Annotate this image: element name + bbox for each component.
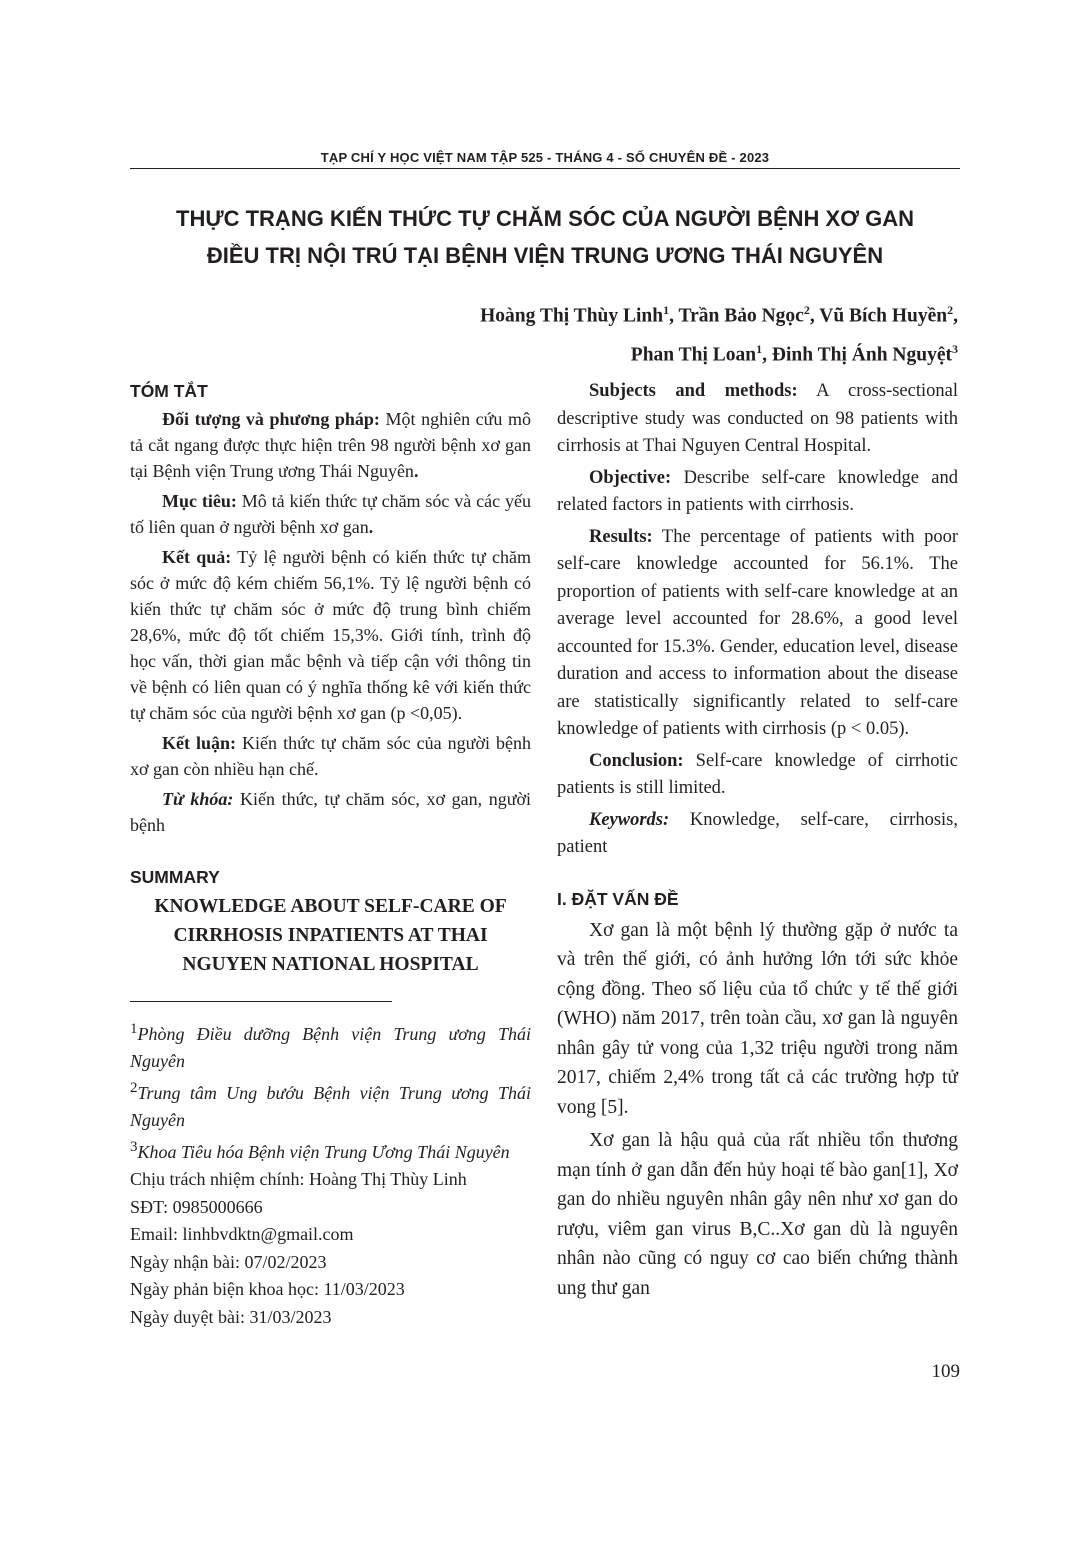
- vn-abstract-results: [130, 544, 531, 726]
- intro-body: [557, 916, 958, 1304]
- phone-number: SĐT: 0985000666: [130, 1196, 263, 1217]
- text: A cross-sectional descriptive study was conducted on 98 patients with cirrhosis at Thai Nguyen Central Hospital.: [557, 381, 958, 456]
- title-line-1: THỰC TRẠNG KIẾN THỨC TỰ CHĂM SÓC CỦA NGƯỜI BỆNH XƠ GAN: [176, 206, 914, 231]
- end-mark: .: [413, 461, 419, 481]
- vn-abstract-conclusion: [130, 730, 531, 782]
- summary-heading: SUMMARY: [130, 867, 220, 887]
- author-line-2: [258, 333, 958, 372]
- header-rule: [130, 168, 960, 169]
- text: The percentage of patients with poor self-care knowledge accounted for 56.1%. The proportion of patients with self-care knowledge at an average level accounted for 28.6%, a good level accounted for 15.3%. Gender, education level, disease duration and access to information about the disease are statistically significantly related to self-care knowledge of patients with cirrhosis (p < 0.05).: [557, 526, 958, 739]
- affiliation-number: 1: [130, 1021, 138, 1037]
- affiliation-3: [130, 1134, 531, 1166]
- journal-header: TẠP CHÍ Y HỌC VIỆT NAM TẬP 525 - THÁNG 4 - SỐ CHUYÊN ĐỀ - 2023: [320, 150, 770, 165]
- label: Kết quả:: [162, 547, 232, 567]
- author-separator: ,: [669, 305, 679, 327]
- affiliation-1: [130, 1016, 531, 1075]
- page-number: 109: [931, 1361, 960, 1382]
- author-separator: ,: [762, 344, 772, 365]
- vn-abstract-keywords: [130, 786, 531, 838]
- text: Knowledge, self-care, cirrhosis, patient: [557, 809, 958, 857]
- summary-title: [130, 892, 531, 979]
- author-affiliation-mark: 1: [663, 303, 670, 317]
- summary-title-line: CIRRHOSIS INPATIENTS AT THAI: [173, 925, 488, 946]
- label: Đối tượng và phương pháp:: [162, 409, 380, 429]
- author-affiliation-mark: 1: [756, 341, 763, 356]
- affiliation-number: 3: [130, 1139, 138, 1155]
- author-separator: ,: [809, 305, 820, 327]
- date-accepted: Ngày duyệt bài: 31/03/2023: [130, 1306, 332, 1327]
- en-abstract-conclusion: [557, 748, 958, 803]
- intro-heading: I. ĐẶT VẤN ĐỀ: [557, 888, 679, 909]
- intro-paragraph-2: Xơ gan là hậu quả của rất nhiều tổn thương mạn tính ở gan dẫn đến hủy hoại tế bào gan[1], Xơ gan do nhiều nguyên nhân gây nên như xơ gan do rượu, viêm gan virus B,C..Xơ gan dù là nguyên nhân nào cũng có nguy cơ cao biến chứng thành ung thư gan: [557, 1130, 958, 1299]
- label: Results:: [589, 526, 653, 547]
- author-name: Trần Bảo Ngọc: [678, 305, 804, 327]
- text: Tỷ lệ người bệnh có kiến thức tự chăm sóc ở mức độ kém chiếm 56,1%. Tỷ lệ người bệnh có kiến thức tự chăm sóc ở mức độ trung bình chiếm 28,6%, mức độ tốt chiếm 15,3%. Giới tính, trình độ học vấn, thời gian mắc bệnh và tiếp cận với thông tin về bệnh có liên quan có ý nghĩa thống kê với kiến thức tự chăm sóc của người bệnh xơ gan (p <0,05).: [130, 547, 532, 723]
- en-abstract-subjects: [557, 378, 958, 461]
- affiliation-text: Phòng Điều dưỡng Bệnh viện Trung ương Thái Nguyên: [130, 1024, 531, 1071]
- author-affiliation-mark: 3: [952, 341, 958, 356]
- end-mark: .: [368, 517, 374, 537]
- article-title: [110, 200, 980, 274]
- author-list: [258, 294, 958, 371]
- en-abstract-objective: [557, 465, 958, 520]
- text: Một nghiên cứu mô tả cắt ngang được thực hiện trên 98 người bệnh xơ gan tại Bệnh viện Trung ương Thái Nguyên: [130, 409, 531, 481]
- label: Conclusion:: [589, 750, 684, 771]
- label: Mục tiêu:: [162, 491, 237, 511]
- label: Kết luận:: [162, 733, 237, 753]
- title-line-2: ĐIỀU TRỊ NỘI TRÚ TẠI BỆNH VIỆN TRUNG ƯƠNG THÁI NGUYÊN: [206, 243, 884, 268]
- footnote-rule: [130, 1001, 392, 1002]
- en-abstract-keywords: [557, 807, 958, 862]
- author-name: Hoàng Thị Thùy Linh: [480, 305, 664, 327]
- responsible-author: Chịu trách nhiệm chính: Hoàng Thị Thùy Linh: [130, 1169, 467, 1189]
- affiliation-text: Trung tâm Ung bướu Bệnh viện Trung ương Thái Nguyên: [130, 1083, 531, 1130]
- author-name: Đinh Thị Ánh Nguyệt: [771, 344, 952, 365]
- author-affiliation-mark: 2: [947, 303, 954, 317]
- author-line-1: [258, 294, 958, 333]
- label: Subjects and methods:: [589, 381, 798, 401]
- vn-abstract-subjects: [130, 406, 531, 484]
- summary-title-line: NGUYEN NATIONAL HOSPITAL: [182, 954, 479, 975]
- label: Từ khóa:: [162, 789, 234, 809]
- email-address: Email: linhbvdktn@gmail.com: [130, 1224, 354, 1244]
- intro-paragraph-1: Xơ gan là một bệnh lý thường gặp ở nước ta và trên thế giới, có ảnh hưởng lớn tới sức khỏe cộng đồng. Theo số liệu của tổ chức y tế thế giới (WHO) năm 2017, trên toàn cầu, xơ gan là nguyên nhân gây tử vong của 1,32 triệu người trong năm 2017, chiếm 2,4% trong tất cả các trường hợp tử vong [5].: [557, 919, 958, 1118]
- vn-abstract-objective: [130, 488, 531, 540]
- text: Kiến thức, tự chăm sóc, xơ gan, người bệnh: [130, 789, 531, 835]
- label: Keywords:: [589, 809, 670, 830]
- author-name: Vũ Bích Huyền: [819, 305, 948, 327]
- text: Self-care knowledge of cirrhotic patients is still limited.: [557, 750, 958, 798]
- author-affiliation-mark: 2: [803, 303, 810, 317]
- left-column: [130, 378, 531, 1331]
- affiliation-text: Khoa Tiêu hóa Bệnh viện Trung Ương Thái Nguyên: [137, 1142, 510, 1162]
- author-separator: ,: [953, 305, 958, 327]
- text: Mô tả kiến thức tự chăm sóc và các yếu tố liên quan ở người bệnh xơ gan: [130, 491, 531, 537]
- en-abstract-results: [557, 524, 958, 744]
- date-reviewed: Ngày phản biện khoa học: 11/03/2023: [130, 1279, 405, 1299]
- affiliation-2: [130, 1075, 531, 1134]
- label: Objective:: [589, 467, 672, 488]
- vn-abstract-heading: TÓM TẮT: [130, 381, 208, 401]
- date-received: Ngày nhận bài: 07/02/2023: [130, 1251, 327, 1272]
- summary-title-line: KNOWLEDGE ABOUT SELF-CARE OF: [154, 896, 507, 917]
- affiliation-number: 2: [130, 1080, 138, 1096]
- author-name: Phan Thị Loan: [630, 344, 757, 365]
- text: Kiến thức tự chăm sóc của người bệnh xơ gan còn nhiều hạn chế.: [130, 733, 531, 779]
- text: Describe self-care knowledge and related factors in patients with cirrhosis.: [557, 467, 958, 515]
- right-column: [557, 378, 958, 1303]
